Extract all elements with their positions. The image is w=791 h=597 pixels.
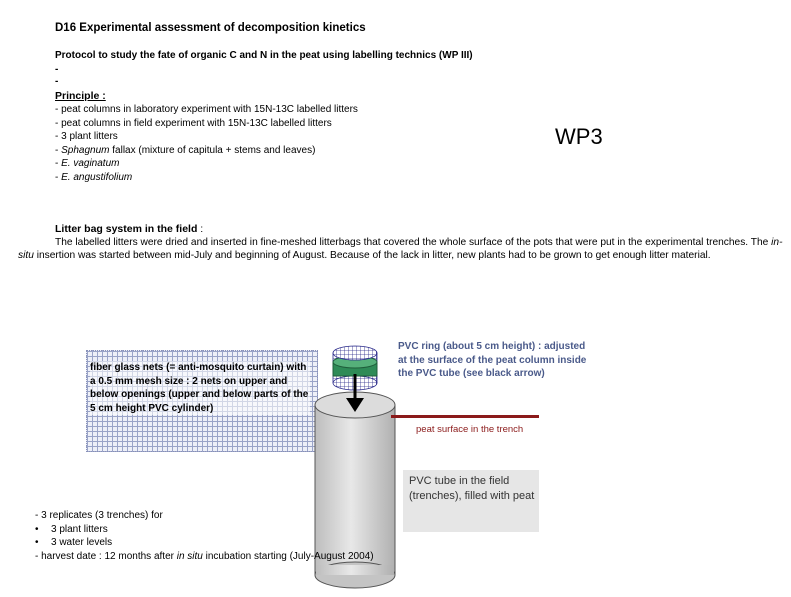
dash-marker: -	[55, 76, 59, 87]
peat-surface-label: peat surface in the trench	[416, 424, 524, 435]
page-title: D16 Experimental assessment of decomposition kinetics	[55, 22, 366, 34]
harvest-italic: in situ	[176, 550, 203, 562]
peat-surface-line	[391, 415, 539, 418]
litter-heading-suffix: :	[197, 223, 204, 235]
litter-text-italic: in-situ	[18, 237, 783, 261]
list-item: • 3 plant litters	[35, 523, 374, 537]
fiber-net-label: fiber glass nets (= anti-mosquito curtain) with a 0.5 mm mesh size : 2 nets on upper and below openings (upper and below parts of the 5 cm height PVC cylinder)	[90, 362, 309, 414]
list-item	[55, 157, 358, 171]
page-subtitle: Protocol to study the fate of organic C and N in the peat using labelling technics (WP III)	[55, 50, 473, 61]
litter-text-part2: insertion was started between mid-July and beginning of August. Because of the lack in litter, new plants had to be grown to get enough litter material.	[33, 250, 711, 261]
wp-label: WP3	[555, 124, 603, 149]
replicates-line: - 3 replicates (3 trenches) for	[35, 510, 163, 521]
pvc-ring-label: PVC ring (about 5 cm height) : adjusted at the surface of the peat column inside the PVC tube (see black arrow)	[398, 341, 587, 379]
species-name: E. angustifolium	[61, 171, 133, 183]
list-item: • 3 water levels	[35, 536, 374, 550]
principle-heading: Principle :	[55, 90, 106, 102]
dash-marker: -	[55, 64, 59, 75]
harvest-prefix: - harvest date : 12 months after	[35, 550, 177, 562]
item-text: fallax (mixture of capitula + stems and leaves)	[109, 144, 316, 156]
litter-heading	[55, 223, 203, 235]
litter-text-part1: The labelled litters were dried and inserted in fine-meshed litterbags that covered the whole surface of the pots that were put in the experimental trenches. The	[55, 237, 772, 248]
replicates-list	[35, 523, 374, 550]
list-item: - peat columns in field experiment with 15N-13C labelled litters	[55, 117, 332, 129]
species-name: Sphagnum	[61, 144, 110, 156]
species-name: E. vaginatum	[61, 158, 120, 169]
harvest-suffix: incubation starting (July-August 2004)	[202, 550, 374, 562]
harvest-line	[35, 550, 374, 564]
litter-heading-text: Litter bag system in the field	[55, 223, 198, 235]
item-prefix: -	[55, 158, 62, 169]
item-prefix: -	[55, 144, 62, 156]
list-item: - peat columns in laboratory experiment with 15N-13C labelled litters	[55, 104, 358, 115]
principle-list	[55, 103, 358, 184]
list-item	[55, 144, 358, 158]
pvc-tube-label: PVC tube in the field (trenches), filled with peat	[409, 475, 535, 502]
litter-paragraph	[18, 236, 788, 262]
item-prefix: -	[55, 171, 62, 183]
list-item: - 3 plant litters	[55, 131, 118, 142]
replicates-block	[35, 509, 374, 563]
list-item	[55, 171, 358, 185]
